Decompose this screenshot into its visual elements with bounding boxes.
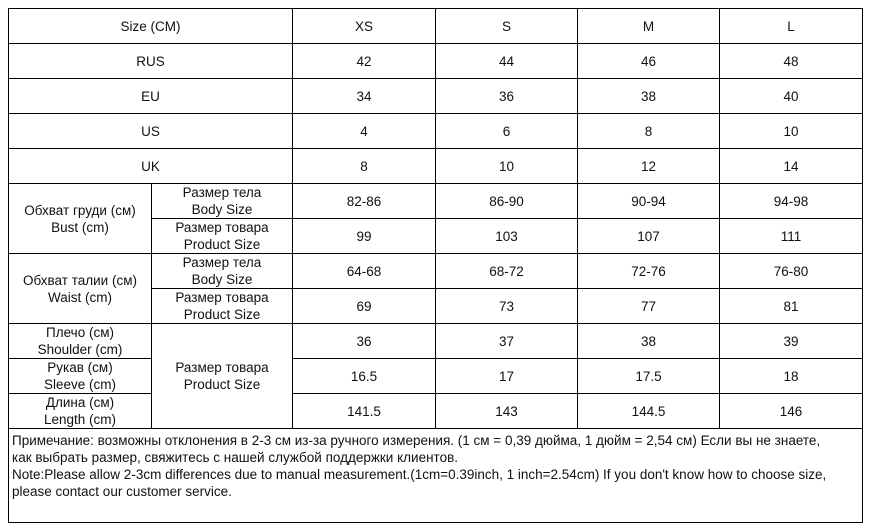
table-cell: 38: [578, 324, 720, 359]
table-cell: 10: [436, 149, 578, 184]
table-cell: 81: [720, 289, 863, 324]
table-cell: 39: [720, 324, 863, 359]
size-chart-table: [8, 8, 863, 523]
table-cell: 8: [578, 114, 720, 149]
table-row-rus: [9, 44, 863, 79]
shoulder-label-ru: Плечо (см): [46, 325, 114, 340]
table-cell: 48: [720, 44, 863, 79]
note-ru-line1: Примечание: возможны отклонения в 2-3 см из-за ручного измерения. (1 см = 0,39 дюйма, 1 дюйм = 2,54 см) Если вы не знаете,: [12, 433, 821, 448]
table-cell: 16.5: [293, 359, 436, 394]
table-cell: 144.5: [578, 394, 720, 429]
body-size-label: [152, 254, 293, 289]
body-size-ru: Размер тела: [182, 255, 262, 270]
row-label: UK: [9, 149, 293, 184]
table-cell: 34: [293, 79, 436, 114]
sleeve-label-ru: Рукав (см): [47, 360, 113, 375]
note-cell: [9, 429, 863, 523]
waist-label-en: Waist (cm): [48, 289, 112, 305]
table-row-waist-body: [9, 254, 863, 289]
waist-label-ru: Обхват талии (см): [23, 272, 137, 288]
shoulder-label: [9, 324, 152, 359]
shoulder-label-en: Shoulder (cm): [37, 342, 123, 357]
row-label: EU: [9, 79, 293, 114]
table-cell: 72-76: [578, 254, 720, 289]
product-size-en: Product Size: [183, 237, 261, 252]
product-size-ru: Размер товара: [175, 290, 269, 305]
table-cell: 10: [720, 114, 863, 149]
table-cell: 90-94: [578, 184, 720, 219]
table-row-sleeve: [9, 359, 863, 394]
size-header-s: S: [436, 9, 578, 44]
sleeve-label-en: Sleeve (cm): [43, 377, 116, 392]
table-cell: 69: [293, 289, 436, 324]
note-row: [9, 429, 863, 523]
sleeve-label: [9, 359, 152, 394]
length-label-ru: Длина (см): [45, 395, 115, 410]
table-cell: 94-98: [720, 184, 863, 219]
product-size-ru: Размер товара: [175, 220, 269, 235]
table-row-bust-body: [9, 184, 863, 219]
table-row-us: [9, 114, 863, 149]
note-ru-line2: как выбрать размер, свяжитесь с нашей службой поддержки клиентов.: [12, 450, 459, 465]
body-size-en: Body Size: [191, 202, 253, 217]
table-cell: 146: [720, 394, 863, 429]
table-cell: 46: [578, 44, 720, 79]
body-size-ru: Размер тела: [182, 185, 262, 200]
table-row-length: [9, 394, 863, 429]
table-cell: 40: [720, 79, 863, 114]
table-cell: 68-72: [436, 254, 578, 289]
table-cell: 99: [293, 219, 436, 254]
table-cell: 17: [436, 359, 578, 394]
table-cell: 77: [578, 289, 720, 324]
table-cell: 64-68: [293, 254, 436, 289]
table-cell: 42: [293, 44, 436, 79]
bust-label: [9, 184, 152, 254]
table-cell: 38: [578, 79, 720, 114]
table-cell: 111: [720, 219, 863, 254]
table-cell: 44: [436, 44, 578, 79]
table-cell: 103: [436, 219, 578, 254]
product-size-label: [152, 289, 293, 324]
table-cell: 107: [578, 219, 720, 254]
product-size-label: [152, 219, 293, 254]
note-en-line2: please contact our customer service.: [12, 484, 232, 499]
length-label: [9, 394, 152, 429]
table-cell: 12: [578, 149, 720, 184]
size-header-l: L: [720, 9, 863, 44]
table-cell: 18: [720, 359, 863, 394]
table-row-shoulder: [9, 324, 863, 359]
waist-label: [9, 254, 152, 324]
body-size-label: [152, 184, 293, 219]
table-cell: 4: [293, 114, 436, 149]
header-row: [9, 9, 863, 44]
size-header-xs: XS: [293, 9, 436, 44]
table-cell: 14: [720, 149, 863, 184]
table-cell: 82-86: [293, 184, 436, 219]
table-cell: 6: [436, 114, 578, 149]
table-cell: 76-80: [720, 254, 863, 289]
table-cell: 37: [436, 324, 578, 359]
product-size-ru: Размер товара: [175, 360, 269, 375]
size-header-m: M: [578, 9, 720, 44]
note-en-line1: Note:Please allow 2-3cm differences due to manual measurement.(1cm=0.39inch, 1 inch=2.54cm) If you don't know how to choose size,: [12, 467, 827, 482]
product-size-en: Product Size: [183, 307, 261, 322]
row-label: RUS: [9, 44, 293, 79]
product-size-en: Product Size: [183, 377, 261, 392]
product-size-label: [152, 324, 293, 429]
size-header-label: Size (CM): [9, 9, 293, 44]
table-cell: 36: [293, 324, 436, 359]
body-size-en: Body Size: [191, 272, 253, 287]
table-row-eu: [9, 79, 863, 114]
row-label: US: [9, 114, 293, 149]
table-cell: 17.5: [578, 359, 720, 394]
table-cell: 86-90: [436, 184, 578, 219]
length-label-en: Length (cm): [43, 412, 117, 427]
table-row-uk: [9, 149, 863, 184]
table-cell: 73: [436, 289, 578, 324]
table-cell: 8: [293, 149, 436, 184]
table-cell: 143: [436, 394, 578, 429]
table-cell: 141.5: [293, 394, 436, 429]
bust-label-en: Bust (cm): [51, 219, 109, 235]
table-cell: 36: [436, 79, 578, 114]
bust-label-ru: Обхват груди (см): [24, 202, 136, 218]
